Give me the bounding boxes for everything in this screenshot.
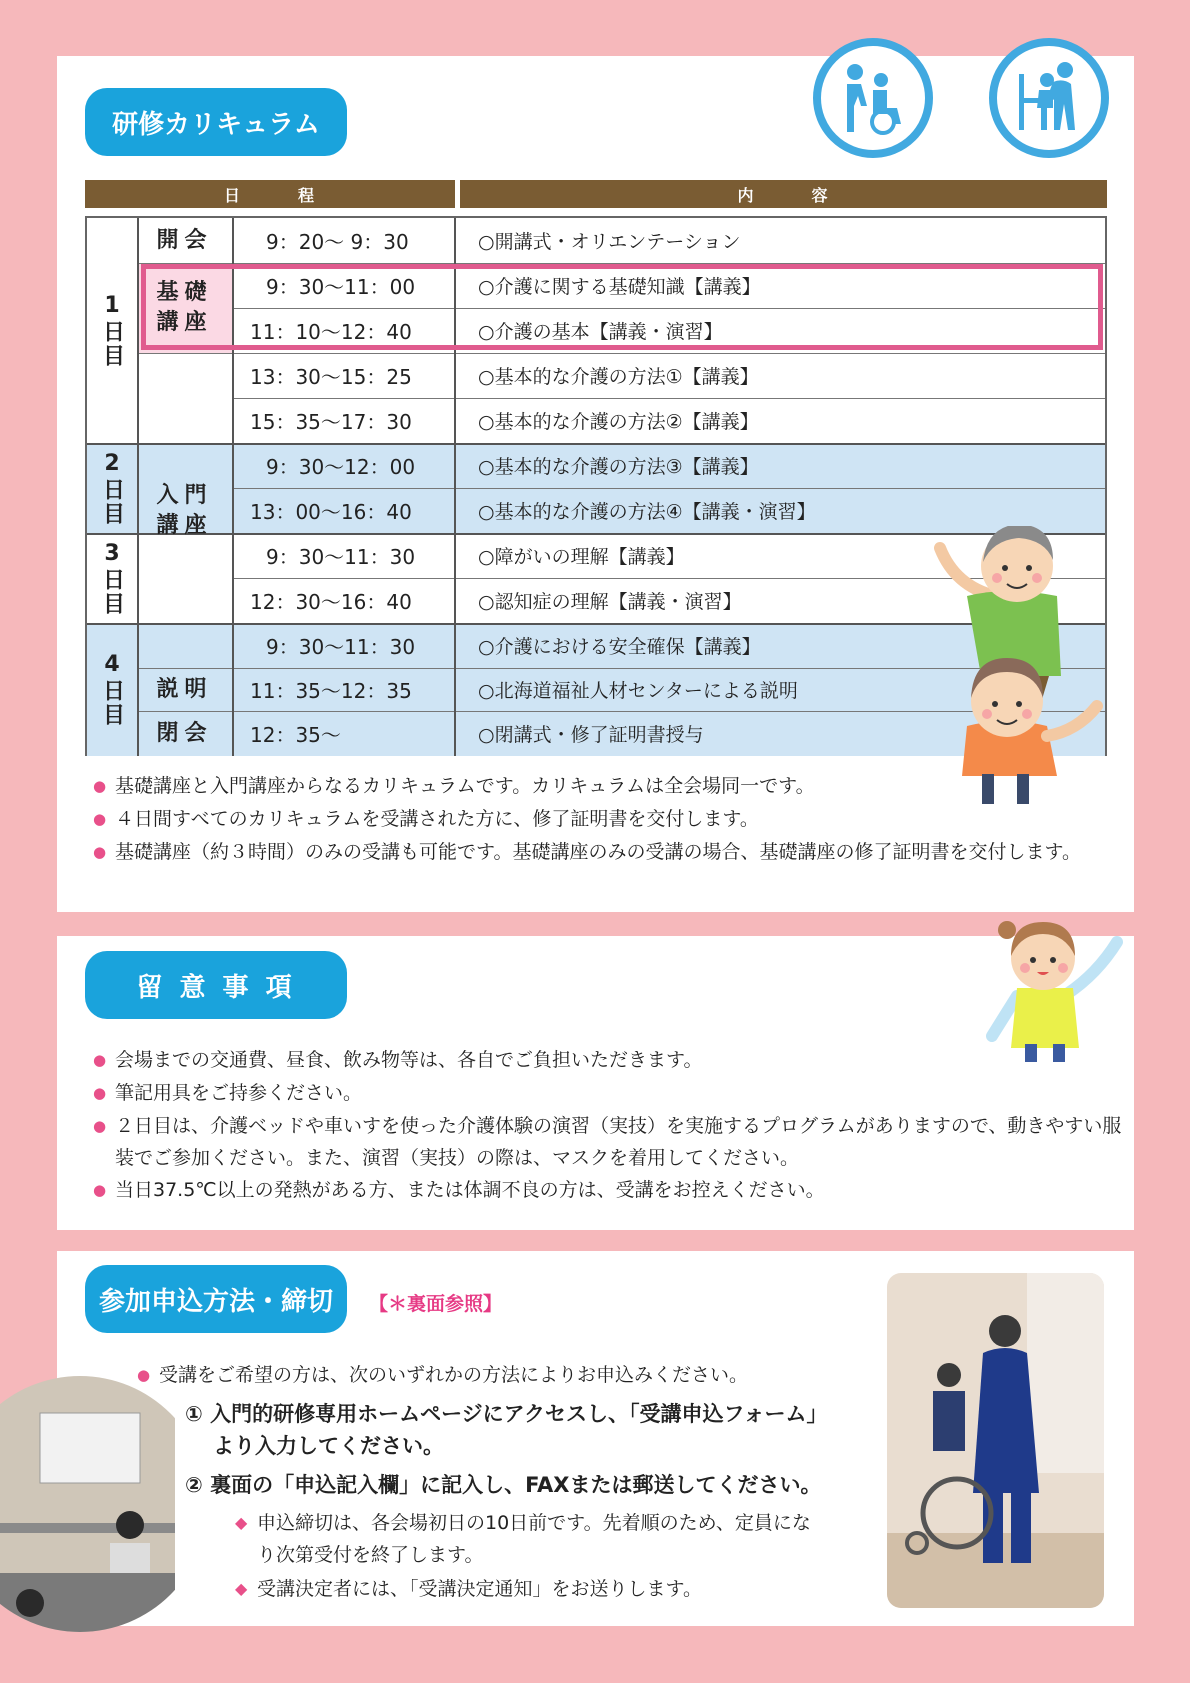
curriculum-note: ● 基礎講座（約３時間）のみの受講も可能です。基礎講座のみの受講の場合、基礎講座の修了証明書を交付します。	[93, 836, 1115, 868]
row-time: 9：30～11：30	[266, 635, 416, 659]
notice-title: 留 意 事 項	[85, 951, 347, 1019]
content-header	[460, 180, 1107, 208]
row-time: 12：30～16：40	[250, 590, 412, 614]
category-close: 閉会	[156, 720, 213, 746]
day1-label: 1日目	[99, 293, 125, 368]
notice-item: ● 筆記用具をご持参ください。	[93, 1077, 1125, 1109]
notice-item: ● 会場までの交通費、昼食、飲み物等は、各自でご負担いただきます。	[93, 1044, 1125, 1076]
curriculum-note: ● ４日間すべてのカリキュラムを受講された方に、修了証明書を交付します。	[93, 803, 1115, 835]
category-basic-line1: 基礎	[156, 280, 213, 305]
row-time: 9：20～ 9：30	[266, 230, 409, 254]
day4-label: 4日目	[99, 652, 125, 727]
row-content: ○基本的な介護の方法①【講義】	[478, 366, 759, 388]
row-time: 9：30～12：00	[266, 455, 416, 479]
wheelchair-training-photo	[887, 1273, 1104, 1608]
notice-item: ● ２日目は、介護ベッドや車いすを使った介護体験の演習（実技）を実施するプログラムがありますので、動きやすい服装でご参加ください。また、演習（実技）の際は、マスクを着用してください。	[93, 1110, 1125, 1174]
row-content: ○閉講式・修了証明書授与	[478, 724, 704, 746]
notice-item: ● 当日37.5℃以上の発熱がある方、または体調不良の方は、受講をお控えください。	[93, 1174, 1125, 1206]
back-page-reference: 【＊裏面参照】	[369, 1293, 503, 1315]
method2: ② 裏面の「申込記入欄」に記入し、FAXまたは郵送してください。	[185, 1473, 822, 1497]
curriculum-note: ● 基礎講座と入門講座からなるカリキュラムです。カリキュラムは全会場同一です。	[93, 770, 1115, 802]
category-basic	[137, 263, 232, 353]
row-content: ○介護の基本【講義・演習】	[478, 321, 723, 343]
schedule-header-char2: 程	[298, 185, 317, 205]
application-lead: ● 受講をご希望の方は、次のいずれかの方法によりお申込みください。	[137, 1359, 919, 1391]
row-time: 9：30～11：30	[266, 545, 416, 569]
day2-label: 2日目	[99, 450, 125, 526]
row-time: 12：35～	[250, 723, 341, 747]
schedule-header	[85, 180, 455, 208]
row-content: ○認知症の理解【講義・演習】	[478, 591, 742, 613]
row-time: 15：35～17：30	[250, 410, 412, 434]
category-explain: 説明	[156, 676, 213, 702]
category-open: 開会	[156, 227, 213, 253]
row-content: ○介護に関する基礎知識【講義】	[478, 276, 761, 298]
deadline-note: ◆ 申込締切は、各会場初日の10日前です。先着順のため、定員になり次第受付を終了します。	[235, 1507, 817, 1571]
row-time: 11：10～12：40	[250, 320, 412, 344]
row-content: ○介護における安全確保【講義】	[478, 636, 761, 658]
classroom-photo	[0, 1373, 175, 1635]
content-header-char2: 容	[811, 185, 830, 205]
curriculum-title: 研修カリキュラム	[85, 88, 347, 156]
category-basic-line2: 講座	[156, 310, 213, 335]
row-time: 9：30～11：00	[266, 275, 416, 299]
row-content: ○基本的な介護の方法④【講義・演習】	[478, 501, 816, 523]
category-intro-line1: 入門	[156, 482, 213, 508]
row-content: ○基本的な介護の方法③【講義】	[478, 456, 759, 478]
application-title: 参加申込方法・締切	[85, 1265, 347, 1333]
row-content: ○障がいの理解【講義】	[478, 546, 685, 568]
content-header-char1: 内	[737, 185, 756, 205]
row-time: 13：00～16：40	[250, 500, 412, 524]
day3-label: 3日目	[99, 540, 125, 616]
notice-panel	[57, 936, 1134, 1230]
row-content: ○基本的な介護の方法②【講義】	[478, 411, 759, 433]
caregiver-assist-icon	[989, 38, 1109, 158]
row-content: ○北海道福祉人材センターによる説明	[478, 680, 798, 702]
method1-line1: ① 入門的研修専用ホームページにアクセスし、「受講申込フォーム」	[185, 1402, 828, 1426]
curriculum-panel	[57, 56, 1134, 912]
application-panel	[57, 1251, 1134, 1626]
row-content: ○開講式・オリエンテーション	[478, 231, 741, 253]
category-intro	[137, 353, 232, 668]
method1-line2: より入力してください。	[213, 1434, 444, 1458]
category-intro-line2: 講座	[156, 512, 213, 538]
caregiver-wheelchair-icon	[813, 38, 933, 158]
decision-note: ◆ 受講決定者には、「受講決定通知」をお送りします。	[235, 1573, 877, 1605]
row-time: 11：35～12：35	[250, 679, 412, 703]
row-time: 13：30～15：25	[250, 365, 412, 389]
schedule-header-char1: 日	[223, 185, 242, 205]
